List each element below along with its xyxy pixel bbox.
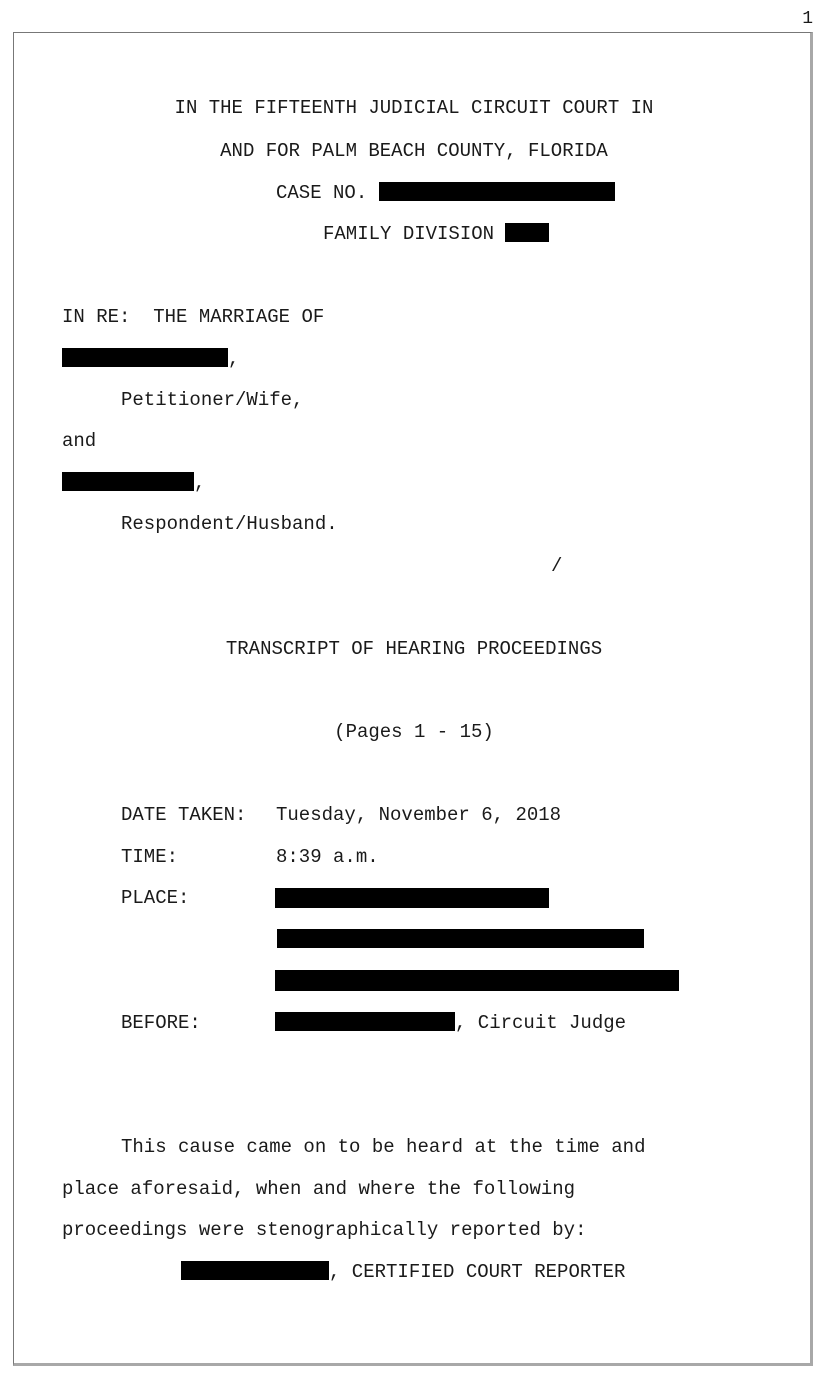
- date-taken-label: DATE TAKEN:: [121, 804, 247, 826]
- redaction-bar: [277, 929, 644, 948]
- division-line: [323, 222, 549, 246]
- redaction-bar: [505, 223, 549, 242]
- redaction-bar: [181, 1261, 329, 1280]
- before-label: BEFORE:: [121, 1012, 201, 1034]
- respondent-name-line: [62, 471, 205, 495]
- in-re-line: IN RE: THE MARRIAGE OF: [62, 306, 325, 328]
- redaction-bar: [275, 970, 679, 991]
- redaction-bar: [62, 348, 228, 367]
- petitioner-role: Petitioner/Wife,: [121, 389, 304, 411]
- respondent-suffix: ,: [194, 472, 206, 494]
- and-line: and: [62, 430, 97, 452]
- place-label: PLACE:: [121, 887, 190, 909]
- reporter-line: [181, 1260, 625, 1284]
- reporter-suffix: , CERTIFIED COURT REPORTER: [329, 1261, 626, 1283]
- caption-end-slash: /: [551, 555, 563, 577]
- court-heading-line-2: AND FOR PALM BEACH COUNTY, FLORIDA: [220, 140, 608, 162]
- respondent-role: Respondent/Husband.: [121, 513, 338, 535]
- judge-suffix: , Circuit Judge: [455, 1012, 627, 1034]
- judge-line: [275, 1011, 626, 1035]
- court-heading-line-1: IN THE FIFTEENTH JUDICIAL CIRCUIT COURT IN: [174, 97, 654, 119]
- redaction-bar: [379, 182, 615, 201]
- page-range: (Pages 1 - 15): [334, 721, 494, 743]
- closing-line-1: This cause came on to be heard at the time and: [121, 1136, 646, 1158]
- time-value: 8:39 a.m.: [276, 846, 379, 868]
- petitioner-suffix: ,: [228, 348, 240, 370]
- closing-line-3: proceedings were stenographically reported by:: [62, 1219, 587, 1241]
- redaction-bar: [275, 1012, 455, 1031]
- case-number-line: [276, 181, 615, 205]
- petitioner-name-line: [62, 347, 239, 371]
- redaction-bar: [62, 472, 194, 491]
- time-label: TIME:: [121, 846, 179, 868]
- page-number: 1: [802, 9, 813, 29]
- division-label: FAMILY DIVISION: [323, 223, 506, 245]
- transcript-title: TRANSCRIPT OF HEARING PROCEEDINGS: [225, 638, 603, 660]
- date-taken-value: Tuesday, November 6, 2018: [276, 804, 562, 826]
- redaction-bar: [275, 888, 549, 908]
- case-number-label: CASE NO.: [276, 182, 379, 204]
- closing-line-2: place aforesaid, when and where the following: [62, 1178, 576, 1200]
